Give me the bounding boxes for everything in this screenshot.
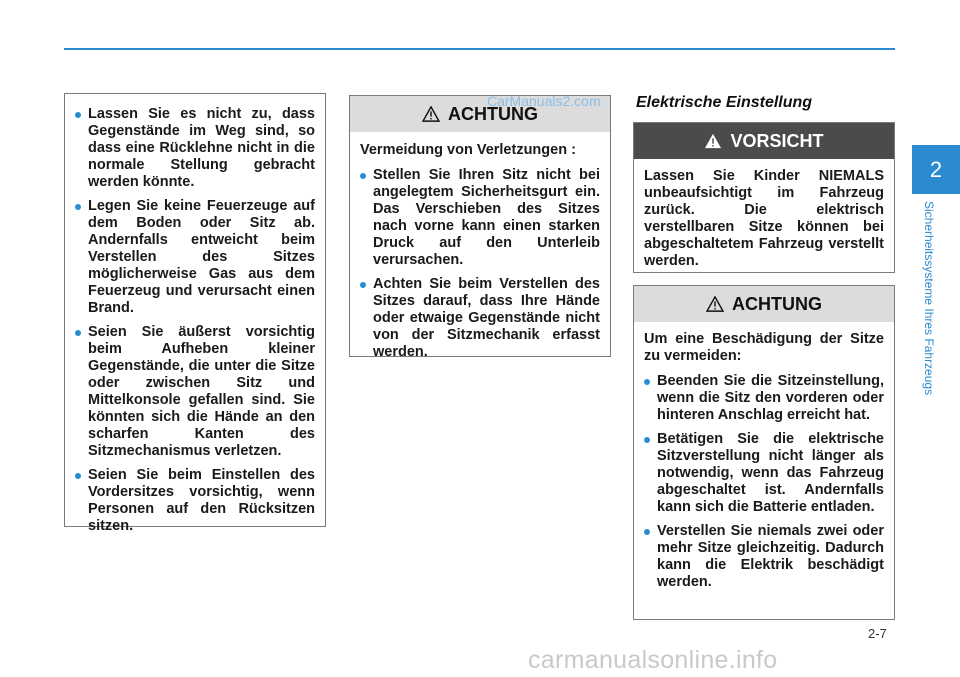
vorsicht-header-label: VORSICHT [730,130,824,151]
achtung-list [360,167,600,361]
list-item: Legen Sie keine Feuerzeuge auf dem Boden oder Sitz ab. Andernfalls entweicht beim Verstellen des Sitzes möglicherweise Gas aus dem Feuerzeug und verursacht einen Brand. [75,198,315,317]
list-item: Beenden Sie die Sitzeinstellung, wenn die Sitz den vorderen oder hinteren Anschlag erreicht hat. [644,373,884,424]
achtung-header-label: ACHTUNG [732,293,822,314]
section-title: Elektrische Einstellung [636,94,813,111]
list-item: Seien Sie äußerst vorsichtig beim Aufheben kleiner Gegenstände, die unter die Sitze oder zwischen Sitz und Mittelkonsole gefallen sind. Sie könnten sich die Hände an den scharfen Kanten des Sitzmechanismus verletzen. [75,324,315,460]
vorsicht-text: Lassen Sie Kinder NIEMALS unbeaufsichtigt im Fahrzeug zurück. Die elektrisch verstellbaren Sitze können bei abgeschaltetem Fahrzeug verstellt werden. [644,168,884,269]
list-item: Betätigen Sie die elektrische Sitzverstellung nicht länger als notwendig, wenn das Fahrzeug abgeschaltet ist. Andernfalls kann sich die Batterie entladen. [644,431,884,516]
list-item: Lassen Sie es nicht zu, dass Gegenstände im Weg sind, so dass eine Rücklehne nicht in die normale Stellung gebracht werden könnte. [75,106,315,191]
achtung-header-label: ACHTUNG [448,103,538,124]
achtung-list [644,373,884,591]
achtung-intro: Vermeidung von Verletzungen : [360,142,576,158]
left-warning-list [75,106,315,535]
right-achtung-box [633,285,895,620]
left-warning-box [64,93,326,534]
vorsicht-header [634,123,894,159]
list-item: Achten Sie beim Verstellen des Sitzes darauf, dass Ihre Hände oder etwaige Gegenstände nicht von der Sitzmechanik erfasst werden. [360,276,600,361]
vorsicht-box [633,122,895,273]
warning-triangle-icon [422,106,440,122]
watermark-bottom: carmanualsonline.info [528,646,778,674]
list-item: Verstellen Sie niemals zwei oder mehr Sitze gleichzeitig. Dadurch kann die Elektrik beschädigt werden. [644,523,884,591]
list-item: Seien Sie beim Einstellen des Vordersitzes vorsichtig, wenn Personen auf den Rücksitzen sitzen. [75,467,315,535]
middle-achtung-box [349,95,611,360]
achtung-header [634,286,894,322]
warning-triangle-icon [706,296,724,312]
warning-triangle-icon [704,133,722,149]
chapter-label: Sicherheitssysteme Ihres Fahrzeugs [922,201,936,396]
achtung-intro: Um eine Beschädigung der Sitze zu vermeiden: [644,331,884,364]
chapter-tab: 2 [912,145,960,194]
page-number: 2-7 [868,626,887,641]
top-divider [64,48,895,50]
list-item: Stellen Sie Ihren Sitz nicht bei angelegtem Sicherheitsgurt ein. Das Verschieben des Sitzes nach vorne kann einen starken Druck auf den Unterleib verursachen. [360,167,600,269]
watermark-top: CarManuals2.com [487,93,601,109]
